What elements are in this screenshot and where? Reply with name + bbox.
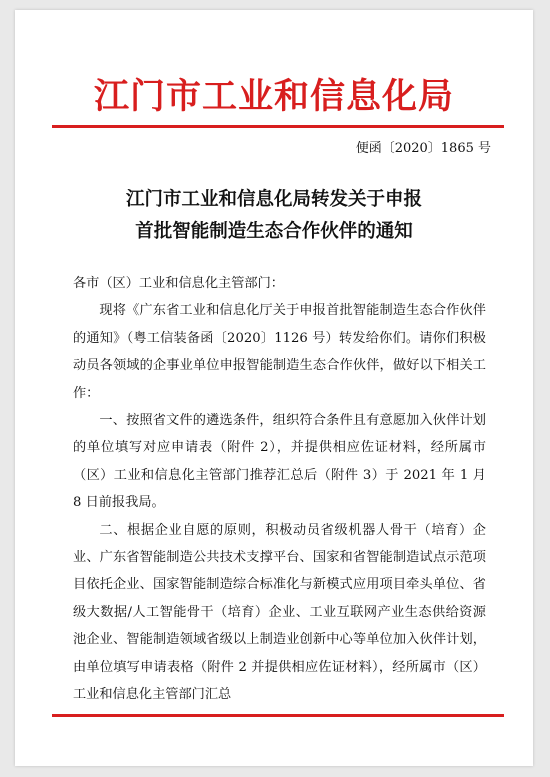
body-paragraph-1: 现将《广东省工业和信息化厅关于申报首批智能制造生态合作伙伴的通知》（粤工信装备函〔2020〕1126 号）转发给你们。请你们积极动员各领域的企事业单位申报智能制造生态合作伙伴，做好以下相关工作：	[73, 303, 486, 401]
document-title-line-1: 江门市工业和信息化局转发关于申报	[125, 189, 422, 210]
header-red-line	[52, 125, 504, 128]
document-body	[73, 270, 486, 709]
document-title-line-2: 首批智能制造生态合作伙伴的通知	[135, 221, 413, 242]
document-page	[15, 10, 533, 766]
document-number: 便函〔2020〕1865 号	[355, 141, 491, 156]
body-paragraph-3: 二、根据企业自愿的原则，积极动员省级机器人骨干（培育）企业、广东省智能制造公共技术支撑平台、国家和省智能制造试点示范项目依托企业、国家智能制造综合标准化与新模式应用项目牵头单位、省级大数据/人工智能骨干（培育）企业、工业互联网产业生态供给资源池企业、智能制造领域省级以上制造业创新中心等单位加入伙伴计划，由单位填写申请表格（附件 2 并提供相应佐证材料），经所属市（区）工业和信息化主管部门汇总	[73, 522, 486, 703]
issuing-authority-header: 江门市工业和信息化局	[93, 76, 454, 117]
body-paragraph-2: 一、按照省文件的遴选条件，组织符合条件且有意愿加入伙伴计划的单位填写对应申请表（附件 2），并提供相应佐证材料，经所属市（区）工业和信息化主管部门推荐汇总后（附件 3）于 2021 年 1 月 8 日前报我局。	[73, 413, 486, 511]
footer-red-line	[52, 714, 504, 717]
salutation: 各市（区）工业和信息化主管部门：	[73, 276, 284, 291]
